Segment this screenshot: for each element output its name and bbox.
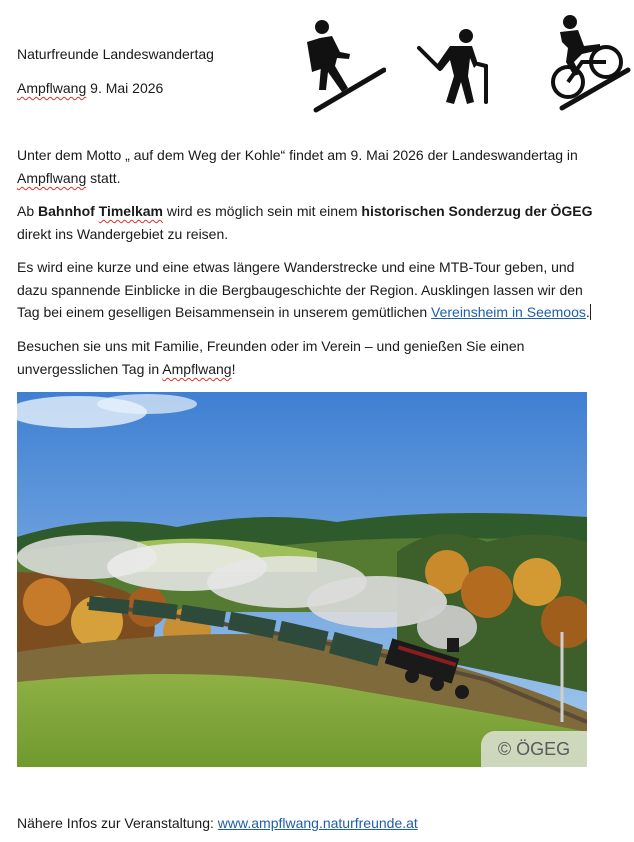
paragraph-4-end: ! — [231, 361, 236, 377]
paragraph-2-text: wird es möglich sein mit einem — [163, 203, 362, 219]
paragraph-1-line-1: Unter dem Motto „ auf dem Weg der Kohle“ findet am 9. Mai 2026 der Landeswandertag in — [17, 147, 578, 163]
paragraph-3-text: Tag bei einem geselligen Beisammensein in unserem gemütlichen — [17, 304, 432, 320]
place-name: Ampflwang — [162, 361, 232, 377]
paragraph-3-line-3 — [17, 302, 591, 322]
paragraph-3-end: . — [585, 304, 590, 320]
hiker-with-stick-icon — [416, 26, 496, 106]
footer-info — [17, 813, 418, 833]
paragraph-4-text: unvergesslichen Tag in — [17, 361, 163, 377]
event-title: Naturfreunde Landeswandertag — [17, 46, 214, 62]
paragraph-4-line-2 — [17, 359, 235, 379]
vereinsheim-link[interactable]: Vereinsheim in Seemoos — [431, 304, 586, 320]
text-cursor — [590, 304, 591, 320]
paragraph-1-text: statt. — [86, 170, 121, 186]
paragraph-3-line-2: dazu spannende Einblicke in die Bergbaugeschichte der Region. Ausklingen lassen wir den — [17, 282, 583, 298]
steam-train-photo — [17, 392, 587, 767]
website-link[interactable]: www.ampflwang.naturfreunde.at — [217, 815, 418, 831]
paragraph-3-line-1: Es wird eine kurze und eine etwas längere Wanderstrecke und eine MTB-Tour geben, und — [17, 259, 575, 275]
paragraph-4-line-1: Besuchen sie uns mit Familie, Freunden oder im Verein – und genießen Sie einen — [17, 338, 525, 354]
photo-copyright: © ÖGEG — [481, 731, 587, 767]
event-date-line — [17, 78, 163, 98]
mountain-bike-uphill-icon — [546, 12, 632, 112]
station-label: Bahnhof — [38, 203, 99, 219]
event-date: 9. Mai 2026 — [86, 80, 164, 96]
paragraph-2-line-2: direkt ins Wandergebiet zu reisen. — [17, 226, 229, 242]
place-name: Ampflwang — [17, 170, 87, 186]
station-name: Timelkam — [98, 203, 164, 219]
steam-train-illustration — [17, 392, 587, 767]
place-name: Ampflwang — [17, 80, 87, 96]
footer-label: Nähere Infos zur Veranstaltung: — [17, 815, 218, 831]
hiking-uphill-icon — [302, 18, 386, 114]
special-train-text: historischen Sonderzug der ÖGEG — [361, 203, 593, 219]
paragraph-2-text: Ab — [17, 203, 39, 219]
paragraph-2-line-1 — [17, 201, 592, 221]
paragraph-1-line-2 — [17, 168, 121, 188]
